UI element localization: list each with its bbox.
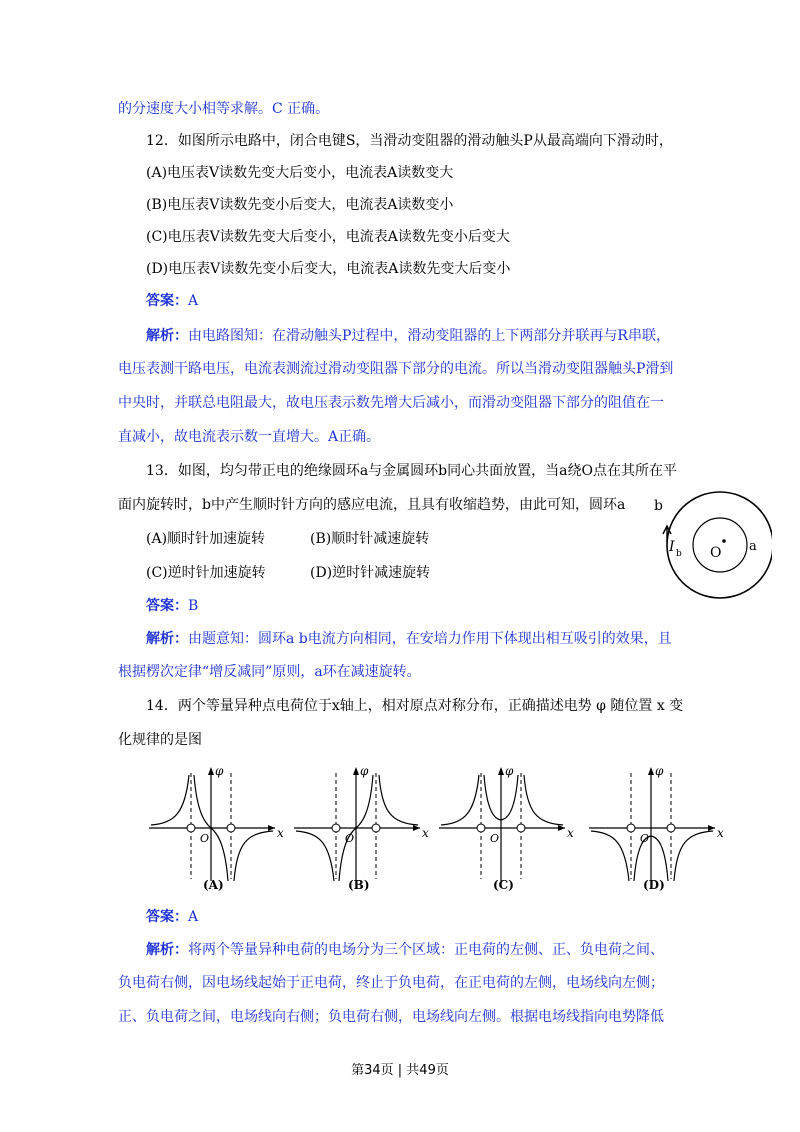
graph-b-curve-right	[379, 775, 418, 825]
q12-analysis-label: 解析：	[146, 328, 188, 344]
graph-b-x-label: x	[422, 826, 429, 840]
q14-analysis-label: 解析：	[146, 942, 188, 958]
q13-stem-line-1: 13．如图，均匀带正电的绝缘圆环a与金属圆环b同心共面放置，当a绕O点在其所在平	[146, 463, 677, 479]
q13-option-a: (A)顺时针加速旋转	[146, 531, 266, 547]
ring-figure	[652, 490, 772, 600]
q13-option-b: (B)顺时针减速旋转	[310, 531, 430, 547]
q12-answer-value: A	[188, 293, 199, 309]
center-dot	[722, 539, 726, 543]
graph-b	[290, 763, 440, 893]
graph-a-origin-label: O	[200, 832, 210, 845]
graph-a-y-label: φ	[215, 764, 224, 778]
graph-c-charge-right	[517, 824, 525, 832]
graph-b-x-arrow-icon	[413, 825, 420, 831]
current-i-subscript: b	[676, 549, 682, 559]
q12-option-b: (B)电压表V读数先变小后变大，电流表A读数变小	[146, 197, 454, 213]
graph-b-y-arrow-icon	[353, 767, 359, 775]
graph-b-y-label: φ	[360, 764, 369, 778]
graph-c-x-label: x	[567, 826, 574, 840]
graph-d-origin-label: O	[640, 832, 650, 845]
q13-stem-line-2: 面内旋转时，b中产生顺时针方向的感应电流，且具有收缩趋势，由此可知，圆环a	[118, 497, 626, 513]
q12-analysis-line-1	[146, 326, 670, 346]
graph-c-x-arrow-icon	[558, 825, 565, 831]
q14-answer	[146, 907, 198, 927]
page-footer: 第34页 | 共49页	[351, 1063, 449, 1078]
q12-answer	[146, 291, 198, 311]
q12-stem: 12．如图所示电路中，闭合电键S，当滑动变阻器的滑动触头P从最高端向下滑动时，	[146, 133, 673, 149]
q14-analysis-line-2: 负电荷右侧，因电场线起始于正电荷，终止于负电荷，在正电荷的左侧，电场线向左侧；	[118, 975, 664, 991]
graph-b-origin-label: O	[345, 832, 355, 845]
ring-b-label: b	[654, 498, 663, 514]
graph-d-caption: (D)	[643, 878, 665, 892]
graph-b-charge-left	[332, 824, 340, 832]
prev-answer-tail: 的分速度大小相等求解。C 正确。	[118, 101, 330, 117]
q13-analysis-line-2: 根据楞次定律“增反减同”原则，a环在减速旋转。	[118, 664, 421, 680]
q12-analysis-line-4: 直减小，故电流表示数一直增大。A正确。	[118, 429, 381, 445]
graph-a-caption: (A)	[203, 878, 224, 892]
q14-answer-label: 答案：	[146, 909, 188, 925]
graph-d-y-arrow-icon	[648, 767, 654, 775]
graph-a-charge-right	[227, 824, 235, 832]
graph-c-charge-left	[477, 824, 485, 832]
q12-analysis-line-2: 电压表测干路电压，电流表测流过滑动变阻器下部分的电流。所以当滑动变阻器触头P滑到	[118, 361, 674, 377]
q13-option-d: (D)逆时针减速旋转	[310, 565, 431, 581]
q12-option-a: (A)电压表V读数先变大后变小，电流表A读数变大	[146, 165, 454, 181]
q14-answer-value: A	[188, 909, 199, 925]
graph-d-charge-left	[627, 824, 635, 832]
q13-analysis-line-1	[146, 629, 672, 649]
q13-answer-label: 答案：	[146, 598, 188, 614]
graph-c-curve-left	[441, 775, 479, 825]
ring-a-label: a	[749, 539, 757, 554]
q14-stem-line-1: 14．两个等量异种点电荷位于x轴上，相对原点对称分布，正确描述电势 φ 随位置 x 变	[146, 698, 684, 714]
current-i-label: I	[669, 539, 675, 555]
graph-a-x-arrow-icon	[268, 825, 275, 831]
graph-b-caption: (B)	[348, 878, 370, 892]
graph-a-x-label: x	[277, 826, 284, 840]
q12-answer-label: 答案：	[146, 293, 188, 309]
graph-a-curve-left	[151, 775, 189, 825]
graph-d-x-label: x	[717, 826, 724, 840]
graph-d-curve-left	[591, 831, 629, 881]
graph-c-origin-label: O	[490, 832, 500, 845]
q13-option-c: (C)逆时针加速旋转	[146, 565, 266, 581]
q14-analysis-line-3: 正、负电荷之间，电场线向右侧；负电荷右侧，电场线向左侧。根据电场线指向电势降低	[118, 1009, 664, 1025]
graph-d-curve-right	[674, 831, 713, 881]
graph-c-curve-right	[524, 775, 563, 825]
q12-analysis-line-3: 中央时，并联总电阻最大，故电压表示数先增大后减小，而滑动变阻器下部分的阻值在一	[118, 395, 664, 411]
graph-a-curve-right	[234, 831, 273, 881]
graph-b-curve-left	[296, 831, 334, 881]
graph-d	[585, 763, 735, 893]
q12-analysis-text-1: 由电路图知：在滑动触头P过程中，滑动变阻器的上下两部分并联再与R串联，	[188, 328, 670, 344]
graph-a-y-arrow-icon	[208, 767, 214, 775]
graph-a-charge-left	[187, 824, 195, 832]
q14-analysis-line-1	[146, 940, 664, 960]
q12-option-c: (C)电压表V读数先变大后变小，电流表A读数先变小后变大	[146, 229, 510, 245]
q13-analysis-label: 解析：	[146, 631, 188, 647]
q12-option-d: (D)电压表V读数先变小后变大，电流表A读数先变大后变小	[146, 261, 511, 277]
q13-analysis-text-1: 由题意知：圆环a b电流方向相同，在安培力作用下体现出相互吸引的效果，且	[188, 631, 672, 647]
graph-d-x-arrow-icon	[708, 825, 715, 831]
graph-c-y-arrow-icon	[498, 767, 504, 775]
center-o-label: O	[710, 545, 722, 561]
graph-c	[435, 763, 585, 893]
graph-c-caption: (C)	[493, 878, 514, 892]
q14-stem-line-2: 化规律的是图	[118, 732, 202, 748]
q13-answer-value: B	[188, 598, 199, 614]
graph-d-charge-right	[667, 824, 675, 832]
graph-c-y-label: φ	[505, 764, 514, 778]
graph-b-charge-right	[372, 824, 380, 832]
graph-a	[145, 763, 295, 893]
graph-d-y-label: φ	[655, 764, 664, 778]
q14-analysis-text-1: 将两个等量异种电荷的电场分为三个区域：正电荷的左侧、正、负电荷之间、	[188, 942, 664, 958]
q13-answer	[146, 596, 198, 616]
